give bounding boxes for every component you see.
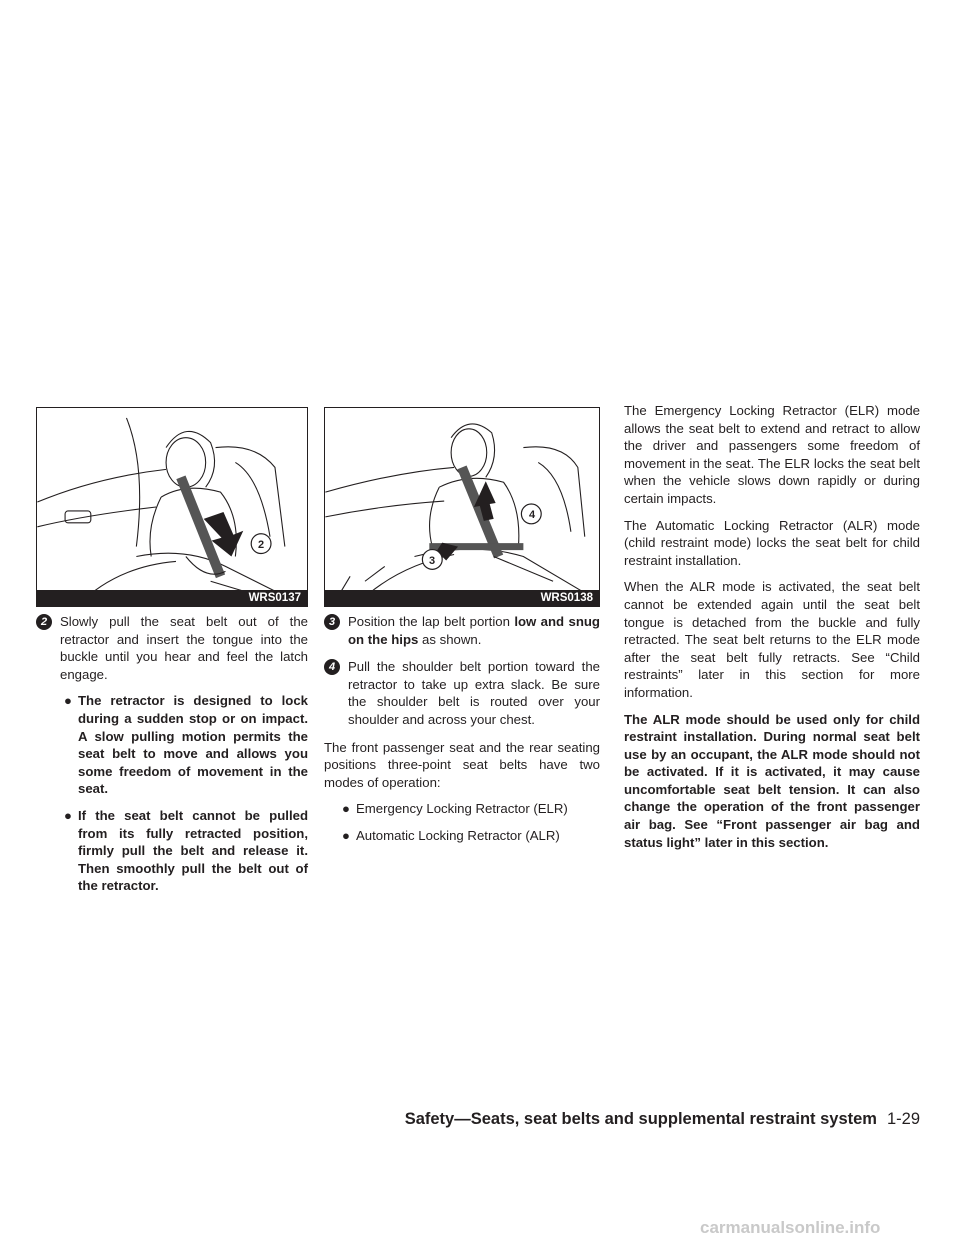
step-2 bbox=[36, 613, 308, 683]
mode-text: Automatic Locking Retractor (ALR) bbox=[356, 827, 560, 843]
column-right bbox=[624, 402, 920, 860]
figure-code: WRS0138 bbox=[325, 590, 599, 606]
bullet-item bbox=[36, 807, 308, 895]
bullet-icon: ● bbox=[342, 827, 350, 843]
mode-text: Emergency Locking Retractor (ELR) bbox=[356, 801, 568, 817]
figure-pull-belt bbox=[36, 407, 308, 607]
illustration-seatbelt-position bbox=[325, 408, 599, 606]
bullet-item bbox=[36, 692, 308, 798]
watermark: carmanualsonline.info bbox=[700, 1218, 881, 1237]
paragraph-alr-activation: When the ALR mode is activated, the seat belt cannot be extended again until the seat belt tongue is detached from the buckle and fully retracted. The seat belt returns to the ELR mode after the seat belt fully retracts. See “Child restraints” later in this section for more information. bbox=[624, 579, 920, 700]
callout-3: 3 bbox=[429, 555, 436, 567]
callout-2: 2 bbox=[258, 539, 265, 551]
paragraph-alr-warning: The ALR mode should be used only for child restraint installation. During normal seat belt use by an occupant, the ALR mode should not be activated. If it is activated, it may cause uncomfortable seat belt tension. It can also change the operation of the front passenger air bag. See “Front passenger air bag and status light” later in this section. bbox=[624, 711, 920, 850]
paragraph-alr: The Automatic Locking Retractor (ALR) mode (child restraint mode) locks the seat belt for child restraint installation. bbox=[624, 517, 920, 568]
mode-item bbox=[324, 827, 600, 845]
step-number-2: 2 bbox=[36, 614, 52, 630]
figure-position-belt bbox=[324, 407, 600, 607]
figure-code: WRS0137 bbox=[37, 590, 307, 606]
callout-4: 4 bbox=[529, 509, 536, 521]
step-3-end: as shown. bbox=[418, 631, 482, 647]
bullet-icon: ● bbox=[64, 693, 72, 709]
bullet-text: If the seat belt cannot be pulled from its fully retracted position, firmly pull the belt and release it. Then smoothly pull the belt out of the retractor. bbox=[78, 807, 308, 894]
step-number-4: 4 bbox=[324, 659, 340, 675]
illustration-seatbelt-pull bbox=[37, 408, 307, 606]
step-3 bbox=[324, 613, 600, 648]
page-footer bbox=[405, 1110, 920, 1129]
column-left bbox=[36, 407, 308, 895]
column-middle bbox=[324, 407, 600, 845]
step-2-text: Slowly pull the seat belt out of the retractor and insert the tongue into the buckle until you hear and feel the latch engage. bbox=[60, 614, 308, 682]
step-3-emphasis: low and snug on the hips bbox=[348, 614, 600, 647]
step-number-3: 3 bbox=[324, 614, 340, 630]
bullet-icon: ● bbox=[342, 801, 350, 817]
step-3-text: Position the lap belt portion bbox=[348, 614, 515, 629]
bullet-icon: ● bbox=[64, 807, 72, 823]
modes-intro: The front passenger seat and the rear seating positions three-point seat belts have two modes of operation: bbox=[324, 739, 600, 790]
page-number: 1-29 bbox=[886, 1110, 920, 1128]
step-4-text: Pull the shoulder belt portion toward the retractor to take up extra slack. Be sure the shoulder belt is routed over your shoulder and across your chest. bbox=[348, 659, 600, 727]
paragraph-elr: The Emergency Locking Retractor (ELR) mode allows the seat belt to extend and retract to allow the driver and passengers some freedom of movement in the seat. The ELR locks the seat belt when the vehicle slows down rapidly or during certain impacts. bbox=[624, 403, 920, 506]
mode-item bbox=[324, 800, 600, 818]
section-title: Safety—Seats, seat belts and supplemental restraint system bbox=[404, 1110, 877, 1128]
step-4 bbox=[324, 658, 600, 728]
bullet-text: The retractor is designed to lock during a sudden stop or on impact. A slow pulling motion permits the seat belt to move and allows you some freedom of movement in the seat. bbox=[78, 693, 308, 797]
